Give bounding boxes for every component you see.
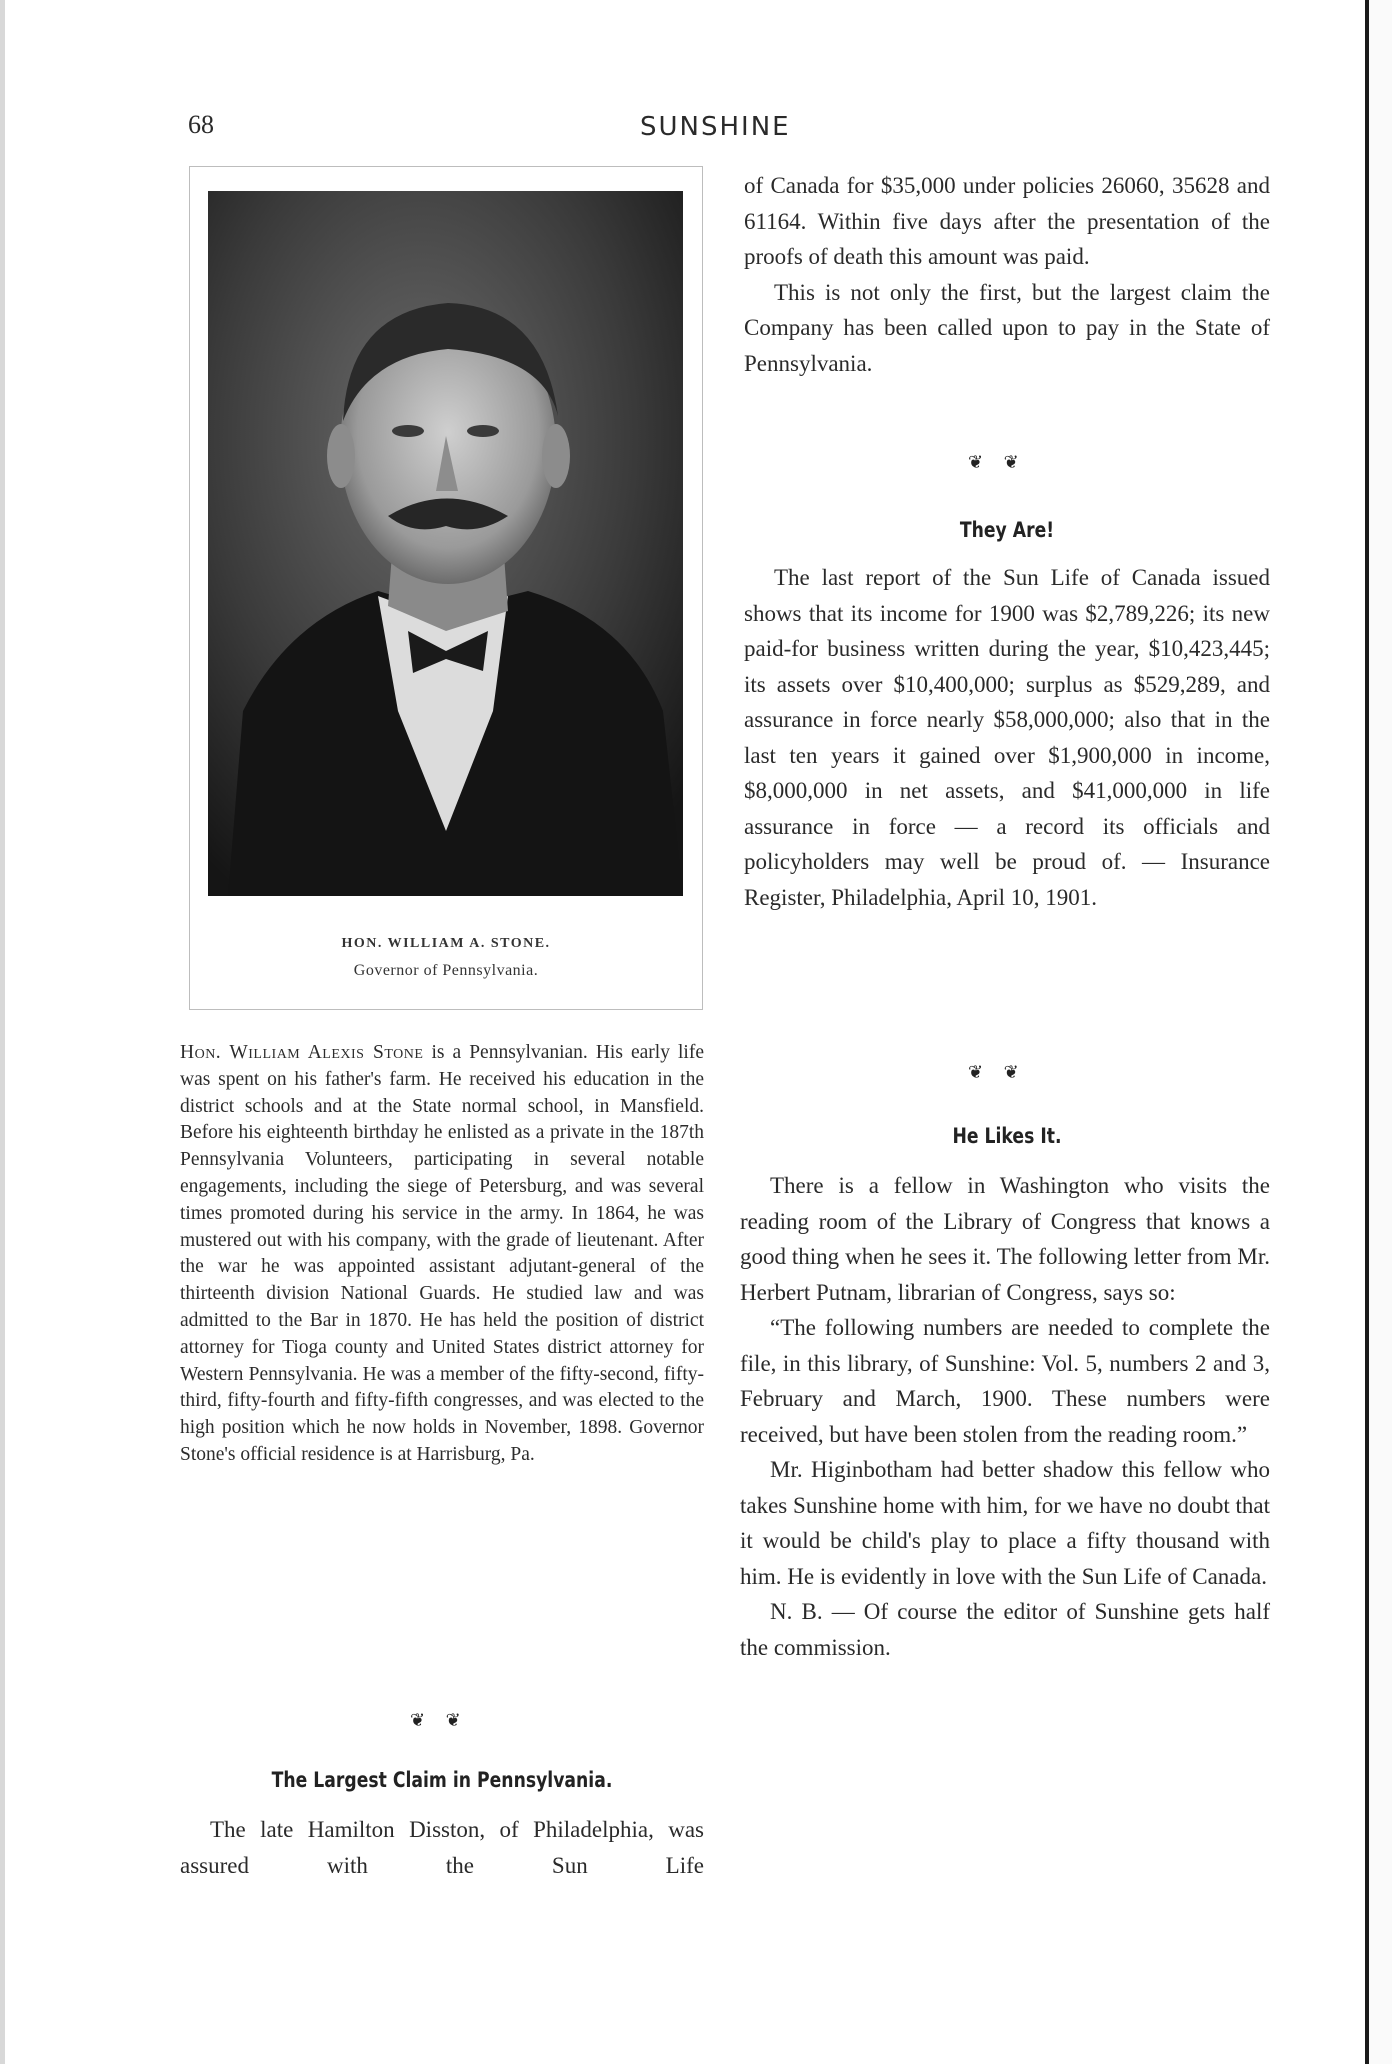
biography-paragraph (180, 1040, 704, 1469)
section-ornament: ❦ ❦ (410, 1710, 469, 1730)
he-likes-it-paragraph-4: N. B. — Of course the editor of Sunshine gets half the commission. (740, 1599, 1270, 1660)
portrait-caption-title: Governor of Pennsylvania. (353, 962, 539, 979)
he-likes-it-paragraph-2: “The following numbers are needed to complete the file, in this library, of Sunshine: Vol. 5, numbers 2 and 3, February and March, 1900. These numbers were received, but have been stolen from the reading room.” (740, 1315, 1270, 1447)
page-number: 68 (188, 110, 214, 139)
page-edge (1365, 0, 1392, 2064)
largest-claim-text-right: of Canada for $35,000 under policies 26060, 35628 and 61164. Within five days after the presentation of the proofs of death this amount was paid. (744, 173, 1270, 269)
largest-claim-text-left: The late Hamilton Disston, of Philadelphia, was assured with the Sun Life (180, 1817, 704, 1878)
largest-claim-paragraph-2: This is not only the first, but the largest claim the Company has been called upon to pay in the State of Pennsylvania. (744, 279, 1270, 376)
he-likes-it-heading: He Likes It. (952, 1124, 1062, 1148)
largest-claim-continued (744, 168, 1270, 381)
largest-claim-paragraph-start (180, 1812, 704, 1883)
biography-text: is a Pennsylvanian. His early life was spent on his father's farm. He received his education in the district schools and at the State normal school, in Mansfield. Before his eighteenth birthday he enlisted as a private in the 187th Pennsylvania Volunteers, participating in several notable engagements, including the siege of Petersburg, and was several times promoted during his service in the army. In 1864, he was mustered out with his company, with the grade of lieutenant. After the war he was appointed assistant adjutant-general of the thirteenth division National Guards. He studied law and was admitted to the Bar in 1870. He has held the position of district attorney for Tioga county and United States district attorney for Western Pennsylvania. He was a member of the fifty-second, fifty-third, fifty-fourth and fifty-fifth congresses, and was elected to the high position which he now holds in November, 1898. Governor Stone's official residence is at Harrisburg, Pa. (180, 1042, 704, 1465)
section-ornament: ❦ ❦ (968, 1062, 1027, 1082)
running-head: SUNSHINE (640, 112, 791, 142)
largest-claim-heading: The Largest Claim in Pennsylvania. (271, 1768, 613, 1792)
portrait-caption-name: HON. WILLIAM A. STONE. (341, 936, 551, 951)
he-likes-it-article (740, 1168, 1270, 1665)
section-ornament: ❦ ❦ (968, 452, 1027, 472)
they-are-heading: They Are! (959, 518, 1055, 542)
biography-lead: Hon. William Alexis Stone (180, 1042, 424, 1063)
he-likes-it-paragraph-1: There is a fellow in Washington who visits the reading room of the Library of Congress that knows a good thing when he sees it. The following letter from Mr. Herbert Putnam, librarian of Congress, says so: (740, 1173, 1270, 1305)
they-are-paragraph: The last report of the Sun Life of Canada issued shows that its income for 1900 was $2,789,226; its new paid-for business written during the year, $10,423,445; its assets over $10,400,000; surplus as $529,289, and assurance in force nearly $58,000,000; also that in the last ten years it gained over $1,900,000 in income, $8,000,000 in net assets, and $41,000,000 in life assurance in force — a record its officials and policyholders may well be proud of. — Insurance Register, Philadelphia, April 10, 1901. (744, 565, 1270, 910)
he-likes-it-paragraph-3: Mr. Higinbotham had better shadow this fellow who takes Sunshine home with him, for we have no doubt that it would be child's play to place a fifty thousand with him. He is evidently in love with the Sun Life of Canada. (740, 1457, 1270, 1589)
portrait-photo (208, 191, 683, 896)
scan-border (0, 0, 5, 2064)
they-are-article (744, 560, 1270, 915)
